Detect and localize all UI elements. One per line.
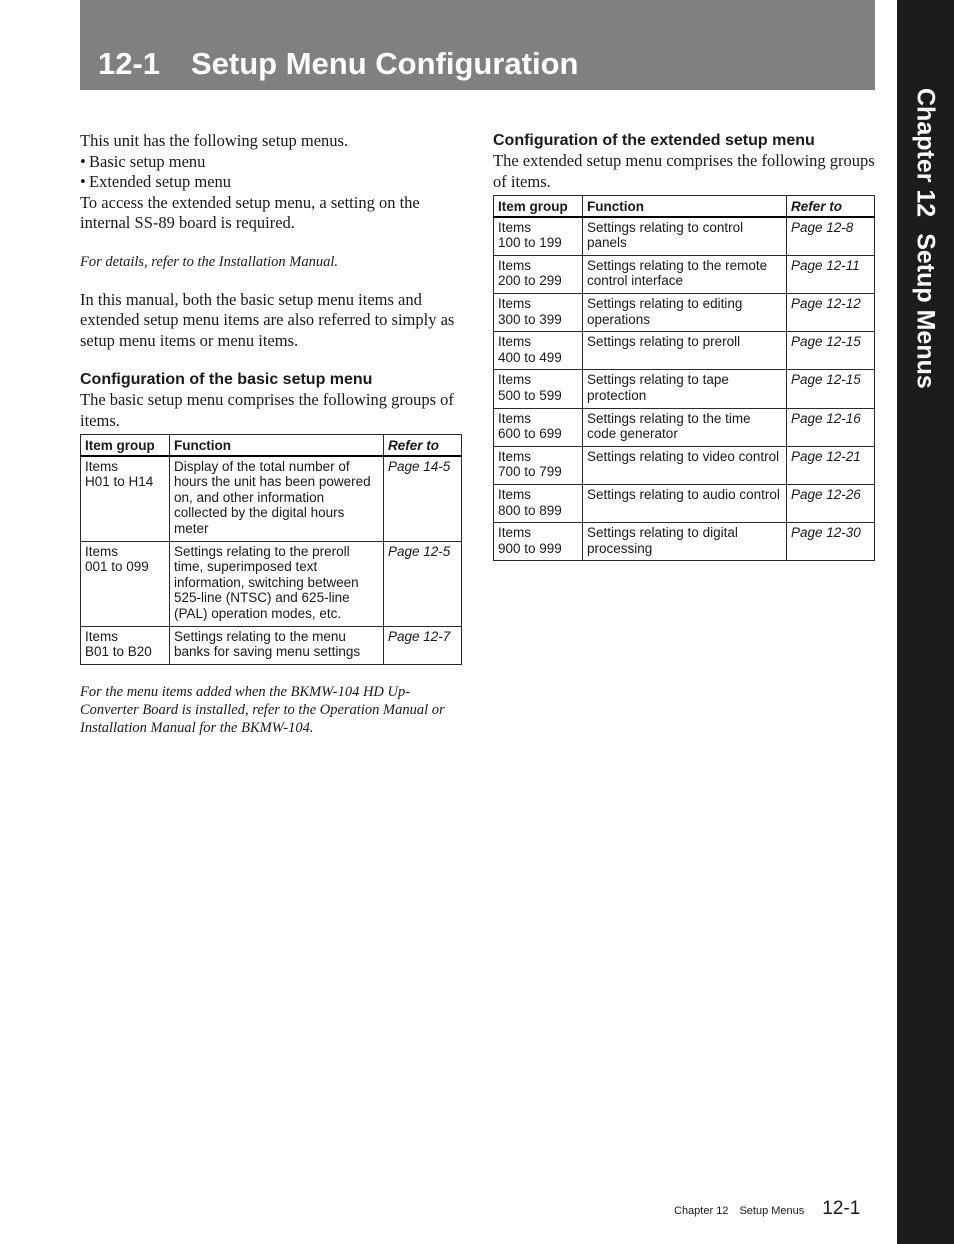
page-number: 12-1 xyxy=(822,1198,861,1219)
column-header-refer-to: Refer to xyxy=(787,196,875,217)
chapter-side-tab xyxy=(897,0,954,1244)
bullet-item: • Extended setup menu xyxy=(80,172,232,191)
item-group-cell: Items 001 to 099 xyxy=(81,541,170,626)
refer-to-cell: Page 12-21 xyxy=(787,446,875,484)
item-group-cell: Items 100 to 199 xyxy=(494,217,583,256)
table-row xyxy=(494,523,875,561)
basic-menu-table xyxy=(80,434,462,665)
item-group-cell: Items B01 to B20 xyxy=(81,626,170,664)
function-cell: Settings relating to control panels xyxy=(583,217,787,256)
bullet-item: • Basic setup menu xyxy=(80,151,206,171)
page-footer xyxy=(674,1198,860,1220)
item-group-cell: Items 500 to 599 xyxy=(494,370,583,408)
function-cell: Settings relating to the remote control interface xyxy=(583,255,787,293)
table-row xyxy=(494,408,875,446)
function-cell: Settings relating to the time code generator xyxy=(583,408,787,446)
extended-menu-table xyxy=(493,195,875,561)
refer-to-cell: Page 12-5 xyxy=(384,541,462,626)
intro-lead: This unit has the following setup menus. xyxy=(80,131,349,150)
table-row xyxy=(494,484,875,522)
table-row xyxy=(494,293,875,331)
function-cell: Display of the total number of hours the unit has been powered on, and other information collected by the digital hours meter xyxy=(170,456,384,541)
table-row xyxy=(494,446,875,484)
table-row xyxy=(494,217,875,256)
section-number: 12-1 xyxy=(98,46,161,81)
footer-running-head xyxy=(674,1205,804,1217)
function-cell: Settings relating to the menu banks for saving menu settings xyxy=(170,626,384,664)
footer-chapter: Chapter 12 xyxy=(674,1205,729,1217)
table-row xyxy=(494,332,875,370)
refer-to-cell: Page 14-5 xyxy=(384,456,462,541)
access-paragraph: To access the extended setup menu, a setting on the internal SS-89 board is required. xyxy=(80,192,420,232)
function-cell: Settings relating to the preroll time, superimposed text information, switching between 525-line (NTSC) and 625-line (PAL) operation modes, etc. xyxy=(170,541,384,626)
item-group-cell: Items 700 to 799 xyxy=(494,446,583,484)
refer-to-cell: Page 12-7 xyxy=(384,626,462,664)
table-row xyxy=(494,255,875,293)
column-header-item-group: Item group xyxy=(81,435,170,456)
table-header-row xyxy=(81,435,462,456)
section-title: Setup Menu Configuration xyxy=(191,46,579,81)
section-header-bar xyxy=(80,0,875,90)
item-group-cell: Items 400 to 499 xyxy=(494,332,583,370)
item-group-cell: Items 900 to 999 xyxy=(494,523,583,561)
chapter-tab-name: Setup Menus xyxy=(911,233,940,389)
column-header-item-group: Item group xyxy=(494,196,583,217)
chapter-tab-number: Chapter 12 xyxy=(911,88,940,218)
function-cell: Settings relating to editing operations xyxy=(583,293,787,331)
extended-menu-heading: Configuration of the extended setup menu xyxy=(493,132,815,149)
item-group-cell: Items H01 to H14 xyxy=(81,456,170,541)
table-row xyxy=(81,541,462,626)
function-cell: Settings relating to audio control xyxy=(583,484,787,522)
refer-to-cell: Page 12-16 xyxy=(787,408,875,446)
refer-to-cell: Page 12-11 xyxy=(787,255,875,293)
table-row xyxy=(81,456,462,541)
column-header-refer-to: Refer to xyxy=(384,435,462,456)
function-cell: Settings relating to digital processing xyxy=(583,523,787,561)
item-group-cell: Items 800 to 899 xyxy=(494,484,583,522)
refer-to-cell: Page 12-30 xyxy=(787,523,875,561)
item-group-cell: Items 600 to 699 xyxy=(494,408,583,446)
bkmw-104-note: For the menu items added when the BKMW-104 HD Up-Converter Board is installed, refer to the Operation Manual or Installation Manual for the BKMW-104. xyxy=(80,683,445,736)
refer-to-cell: Page 12-8 xyxy=(787,217,875,256)
column-header-function: Function xyxy=(170,435,384,456)
terminology-paragraph: In this manual, both the basic setup menu items and extended setup menu items are also referred to simply as setup menu items or menu items. xyxy=(80,289,455,350)
extended-menu-description: The extended setup menu comprises the following groups of items. xyxy=(493,151,875,191)
basic-menu-description: The basic setup menu comprises the following groups of items. xyxy=(80,390,454,430)
refer-to-cell: Page 12-15 xyxy=(787,370,875,408)
left-column xyxy=(80,131,462,737)
page-title xyxy=(98,46,578,82)
item-group-cell: Items 200 to 299 xyxy=(494,255,583,293)
refer-to-cell: Page 12-26 xyxy=(787,484,875,522)
table-row xyxy=(494,370,875,408)
function-cell: Settings relating to video control xyxy=(583,446,787,484)
refer-to-cell: Page 12-12 xyxy=(787,293,875,331)
item-group-cell: Items 300 to 399 xyxy=(494,293,583,331)
function-cell: Settings relating to tape protection xyxy=(583,370,787,408)
table-row xyxy=(81,626,462,664)
table-header-row xyxy=(494,196,875,217)
basic-menu-heading: Configuration of the basic setup menu xyxy=(80,371,373,388)
footer-section: Setup Menus xyxy=(739,1205,805,1217)
chapter-tab-label xyxy=(911,88,940,389)
function-cell: Settings relating to preroll xyxy=(583,332,787,370)
refer-to-cell: Page 12-15 xyxy=(787,332,875,370)
column-header-function: Function xyxy=(583,196,787,217)
installation-note: For details, refer to the Installation Manual. xyxy=(80,253,339,270)
right-column xyxy=(493,131,875,561)
